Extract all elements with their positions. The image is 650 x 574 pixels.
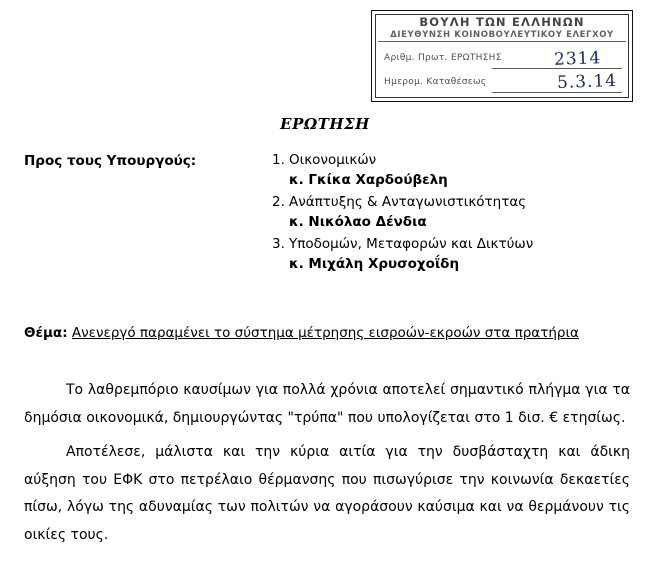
list-item: [272, 150, 632, 190]
list-item: [272, 192, 632, 232]
subject-label: Θέμα:: [24, 325, 68, 341]
recipient-name: κ. Νικόλαο Δένδια: [289, 214, 427, 230]
stamp-protocol-label: Αριθμ. Πρωτ. ΕΡΩΤΗΣΗΣ: [384, 53, 502, 63]
recipient-ministry-line: [272, 192, 632, 212]
recipient-name: κ. Μιχάλη Χρυσοχοΐδη: [289, 256, 460, 272]
subject-text: Ανενεργό παραμένει το σύστημα μέτρησης εισροών-εκροών στα πρατήρια: [71, 325, 579, 341]
list-item: [272, 234, 632, 274]
recipient-ministry: Ανάπτυξης & Ανταγωνιστικότητας: [289, 194, 527, 210]
stamp-date-value: 5.3.14: [556, 70, 618, 94]
stamp-protocol-value: 2314: [553, 48, 602, 70]
recipients-list: [272, 150, 632, 276]
recipients-label: Προς τους Υπουργούς:: [24, 153, 197, 169]
stamp-header-line2: ΔΙΕΥΘΥΝΣΗ ΚΟΙΝΟΒΟΥΛΕΥΤΙΚΟΥ ΕΛΕΓΧΟΥ: [390, 30, 614, 40]
recipient-number: 1.: [272, 152, 285, 168]
recipient-name: κ. Γκίκα Χαρδούβελη: [289, 172, 448, 188]
subject-line: [24, 323, 628, 344]
page-title: ΕΡΩΤΗΣΗ: [280, 115, 370, 133]
recipient-ministry: Οικονομικών: [289, 152, 377, 168]
document-body: [24, 377, 630, 556]
body-paragraph: Αποτέλεσε, μάλιστα και την κύρια αιτία για την δυσβάσταχτη και άδικη αύξηση του ΕΦΚ στο πετρέλαιο θέρμανσης που πισωγύρισε την κοινωνία δεκαετίες πίσω, λόγω της αδυναμίας των πολιτών να αγοράσουν καύσιμα και να θερμάνουν τις οικίες τους.: [24, 444, 630, 543]
body-paragraph: Το λαθρεμπόριο καυσίμων για πολλά χρόνια αποτελεί σημαντικό πλήγμα για τα δημόσια οικονομικά, δημιουργώντας "τρύπα" που υπολογίζεται στο 1 δισ. € ετησίως.: [24, 382, 630, 426]
recipient-ministry-line: [272, 234, 632, 254]
recipient-number: 3.: [272, 236, 285, 252]
recipient-ministry: Υποδομών, Μεταφορών και Δικτύων: [289, 236, 534, 252]
recipient-ministry-line: [272, 150, 632, 170]
stamp-header-line1: ΒΟΥΛΗ ΤΩΝ ΕΛΛΗΝΩΝ: [419, 15, 585, 29]
stamp-date-label: Ημερομ. Καταθέσεως: [384, 77, 487, 87]
recipient-number: 2.: [272, 194, 285, 210]
registration-stamp: [371, 10, 633, 102]
stamp-divider: [378, 41, 626, 42]
